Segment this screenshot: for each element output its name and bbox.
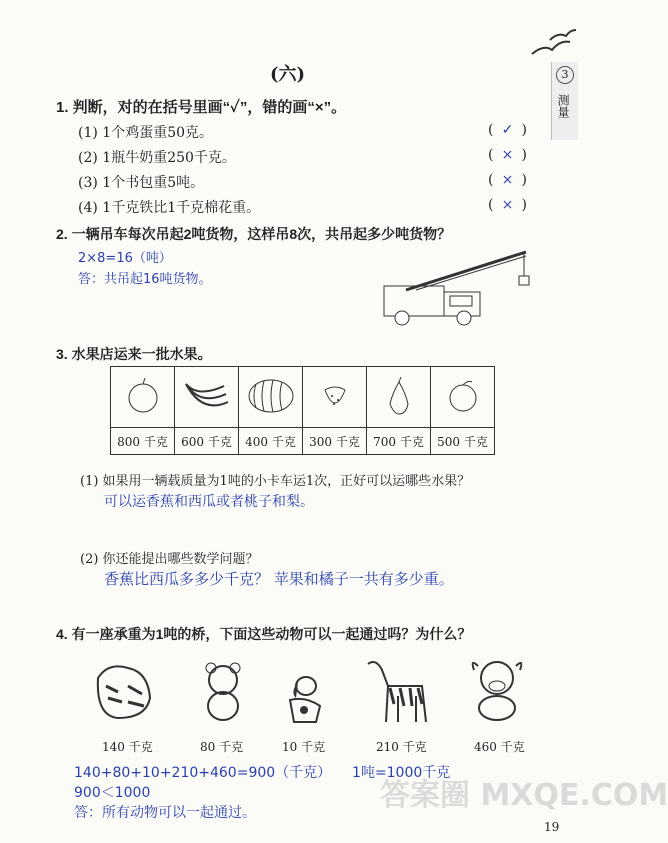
chapter-number: 3 bbox=[556, 66, 574, 84]
q2-stem: 2. 一辆吊车每次吊起2吨货物，这样吊8次，共吊起多少吨货物？ bbox=[56, 226, 452, 242]
q4-convert: 1吨=1000千克 bbox=[352, 765, 451, 781]
page-number: 19 bbox=[544, 820, 560, 834]
q1-bracket-1: ( ✓ ) bbox=[488, 122, 527, 138]
q4-answer: 答：所有动物可以一起通过。 bbox=[74, 805, 256, 821]
fruit-weight: 500 千克 bbox=[431, 428, 495, 455]
animal-weight-tiger: 140 千克 bbox=[102, 740, 153, 754]
q3-sub1-answer: 可以运香蕉和西瓜或者桃子和梨。 bbox=[104, 494, 314, 510]
animal-weight-cow: 460 千克 bbox=[474, 740, 525, 754]
zebra-icon bbox=[362, 656, 438, 726]
fruit-cell bbox=[431, 367, 495, 428]
page-title: (六) bbox=[270, 64, 306, 85]
q4-compare: 900＜1000 bbox=[74, 785, 151, 801]
cow-icon bbox=[464, 656, 530, 722]
q1-mark-4: × bbox=[501, 197, 514, 213]
q1-item-1: (1) 1个鸡蛋重50克。 bbox=[78, 125, 214, 141]
animal-weight-dog: 10 千克 bbox=[282, 740, 326, 754]
fruit-weight: 400 千克 bbox=[239, 428, 303, 455]
crane-truck-icon bbox=[376, 246, 536, 330]
q1-item-2: (2) 1瓶牛奶重250千克。 bbox=[78, 150, 236, 166]
apple-icon bbox=[123, 376, 163, 416]
q1-bracket-3: ( × ) bbox=[488, 172, 527, 188]
q2-calc: 2×8=16（吨） bbox=[78, 251, 172, 266]
q1-stem: 1. 判断，对的在括号里画“✓”，错的画“×”。 bbox=[56, 99, 347, 116]
fruit-weight: 600 千克 bbox=[175, 428, 239, 455]
bear-icon bbox=[198, 660, 248, 722]
birds-icon bbox=[530, 28, 578, 62]
q1-bracket-4: ( × ) bbox=[488, 197, 527, 213]
fruit-cell bbox=[367, 367, 431, 428]
tiger-icon bbox=[88, 658, 158, 722]
fruit-weight: 800 千克 bbox=[111, 428, 175, 455]
q3-sub2: (2) 你还能提出哪些数学问题？ bbox=[80, 552, 259, 567]
animal-weight-bear: 80 千克 bbox=[200, 740, 244, 754]
pear-icon bbox=[384, 376, 414, 416]
fruit-cell bbox=[175, 367, 239, 428]
animal-weight-zebra: 210 千克 bbox=[376, 740, 427, 754]
banana-icon bbox=[182, 376, 232, 416]
watermark: 答案圈 MXQE.COM bbox=[380, 778, 668, 813]
orange-icon bbox=[446, 376, 480, 416]
fruit-weight: 300 千克 bbox=[303, 428, 367, 455]
q3-sub1: (1) 如果用一辆载质量为1吨的小卡车运1次，正好可以运哪些水果？ bbox=[80, 474, 471, 489]
q1-mark-1: ✓ bbox=[501, 122, 514, 138]
q4-stem: 4. 有一座承重为1吨的桥，下面这些动物可以一起通过吗？为什么？ bbox=[56, 626, 472, 642]
dog-icon bbox=[276, 672, 332, 726]
q1-mark-3: × bbox=[501, 172, 514, 188]
q3-stem: 3. 水果店运来一批水果。 bbox=[56, 346, 212, 362]
chapter-tab bbox=[551, 62, 578, 140]
fruit-cell bbox=[239, 367, 303, 428]
q1-item-3: (3) 1个书包重5吨。 bbox=[78, 175, 205, 191]
fruit-table bbox=[110, 366, 495, 455]
q1-item-4: (4) 1千克铁比1千克棉花重。 bbox=[78, 200, 261, 216]
q1-mark-2: × bbox=[501, 147, 514, 163]
q4-calc: 140+80+10+210+460=900（千克） bbox=[74, 765, 332, 781]
fruit-cell bbox=[111, 367, 175, 428]
q2-answer: 答：共吊起16吨货物。 bbox=[78, 272, 212, 287]
watermelon-icon bbox=[246, 376, 296, 416]
chapter-name: 测量 bbox=[556, 94, 570, 118]
q1-bracket-2: ( × ) bbox=[488, 147, 527, 163]
fruit-cell bbox=[303, 367, 367, 428]
q3-sub2-answer: 香蕉比西瓜多多少千克？ 苹果和橘子一共有多少重。 bbox=[104, 570, 454, 588]
strawberry-icon bbox=[320, 376, 350, 416]
fruit-weight: 700 千克 bbox=[367, 428, 431, 455]
